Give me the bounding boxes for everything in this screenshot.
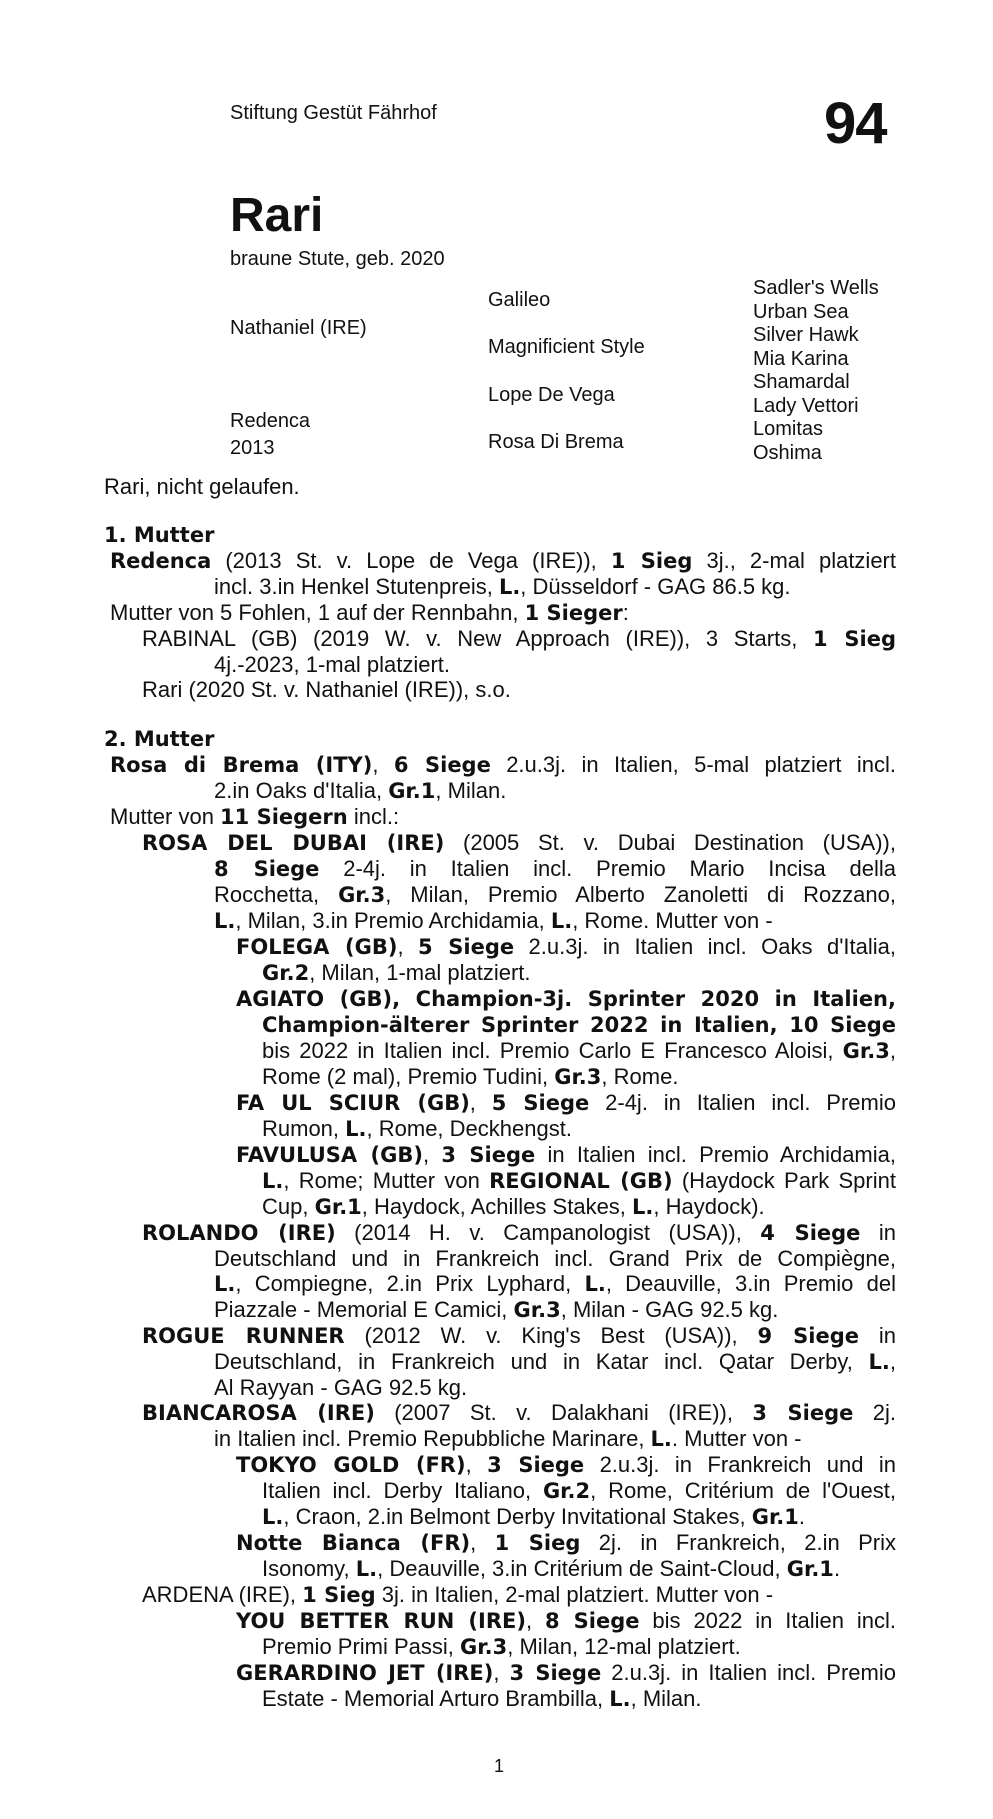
bold-text: L.	[632, 1195, 654, 1219]
text-segment: Mutter von 5 Fohlen, 1 auf der Rennbahn,	[110, 600, 525, 625]
text-line	[104, 626, 896, 652]
bold-text: 5 Siege	[418, 935, 515, 959]
bold-text: Champion-älterer Sprinter 2022 in Italien, 10 Siege	[262, 1013, 896, 1037]
spacer	[104, 702, 896, 726]
bold-text: REGIONAL (GB)	[489, 1169, 673, 1193]
bold-text: Gr.3	[513, 1298, 561, 1322]
pedigree-dam: Redenca	[230, 410, 311, 432]
text-line	[104, 1349, 896, 1375]
text-segment: Mutter von	[110, 804, 221, 829]
text-segment: ,	[397, 934, 419, 959]
text-segment: in Italien incl. Premio Repubbliche Marinare,	[214, 1426, 651, 1451]
text-segment: (2012 W. v. King's Best (USA)),	[344, 1323, 758, 1348]
text-line	[104, 726, 896, 752]
bold-text: ROSA DEL DUBAI (IRE)	[142, 831, 445, 855]
text-segment: in	[859, 1323, 896, 1348]
bold-text: L.	[214, 1272, 236, 1296]
text-line	[104, 1297, 896, 1323]
text-line	[104, 856, 896, 882]
bold-text: 1. Mutter	[104, 523, 215, 547]
text-segment: Al Rayyan - GAG 92.5 kg.	[214, 1375, 468, 1400]
pedigree-sire: Nathaniel (IRE)	[230, 317, 367, 339]
bold-text: ROGUE RUNNER	[142, 1324, 345, 1348]
text-line	[104, 1116, 896, 1142]
text-segment: Rumon,	[262, 1116, 346, 1141]
text-segment: , Milan, 3.in Premio Archidamia,	[235, 908, 551, 933]
text-segment: , Milan, Premio Alberto Zanoletti di Rozzano,	[385, 882, 897, 907]
text-segment: Premio Primi Passi,	[262, 1634, 461, 1659]
bold-text: 1 Sieger	[524, 601, 623, 625]
bold-text: BIANCAROSA (IRE)	[142, 1401, 375, 1425]
text-segment: 2j.	[853, 1400, 896, 1425]
text-segment: 2j. in Frankreich, 2.in Prix	[580, 1530, 896, 1555]
bold-text: Gr.1	[751, 1505, 799, 1529]
text-segment: , Rome. Mutter von -	[572, 908, 773, 933]
bold-text: Gr.2	[262, 961, 310, 985]
text-segment: , Craon, 2.in Belmont Derby Invitational Stakes,	[283, 1504, 752, 1529]
text-segment: Rome (2 mal), Premio Tudini,	[262, 1064, 555, 1089]
bold-text: L.	[262, 1169, 284, 1193]
text-segment: Estate - Memorial Arturo Brambilla,	[262, 1686, 610, 1711]
text-segment: ,	[493, 1660, 510, 1685]
text-segment: 2.u.3j. in Italien incl. Premio	[601, 1660, 896, 1685]
bold-text: L.	[609, 1687, 631, 1711]
text-segment: , Milan, 12-mal platziert.	[507, 1634, 741, 1659]
text-segment: ,	[465, 1452, 488, 1477]
race-record: Rari, nicht gelaufen.	[104, 474, 300, 499]
bold-text: 11 Siegern	[220, 805, 348, 829]
text-line	[104, 522, 896, 548]
text-line	[104, 1634, 896, 1660]
text-line	[104, 1038, 896, 1064]
pedigree-grandparent: Rosa Di Brema	[488, 431, 624, 453]
text-line	[104, 1246, 896, 1271]
bold-text: AGIATO (GB), Champion-3j. Sprinter 2020 in Italien,	[236, 987, 896, 1011]
text-segment: 3j. in Italien, 2-mal platziert. Mutter von -	[375, 1582, 774, 1607]
bold-text: 3 Siege	[752, 1401, 854, 1425]
text-segment: 2.u.3j. in Italien incl. Oaks d'Italia,	[514, 934, 896, 959]
text-segment: , Milan.	[435, 778, 507, 803]
text-segment: , Rome, Deckhengst.	[366, 1116, 572, 1141]
text-line	[104, 1090, 896, 1116]
pedigree-great-grandparent: Mia Karina	[753, 348, 849, 370]
text-segment: ,	[525, 1608, 545, 1633]
bold-text: 3 Siege	[509, 1661, 602, 1685]
bold-text: Redenca	[110, 549, 212, 573]
pedigree-great-grandparent: Oshima	[753, 442, 822, 464]
text-line	[104, 1530, 896, 1556]
bold-text: Notte Bianca (FR)	[236, 1531, 471, 1555]
bold-text: 5 Siege	[491, 1091, 590, 1115]
text-segment: , Rome.	[601, 1064, 679, 1089]
text-segment: ,	[423, 1142, 442, 1167]
text-line	[104, 652, 896, 677]
text-segment: 4j.-2023, 1-mal platziert.	[214, 652, 450, 677]
pedigree-great-grandparent: Lady Vettori	[753, 395, 859, 417]
bold-text: 1 Sieg	[302, 1583, 376, 1607]
text-line	[104, 1582, 896, 1608]
text-segment: (2013 St. v. Lope de Vega (IRE)),	[211, 548, 611, 573]
bold-text: FOLEGA (GB)	[236, 935, 398, 959]
bold-text: L.	[355, 1557, 378, 1581]
bold-text: L.	[868, 1350, 890, 1374]
horse-name: Rari	[230, 189, 324, 242]
text-line	[104, 600, 896, 626]
bold-text: L.	[214, 909, 236, 933]
pedigree-dam-year: 2013	[230, 437, 275, 459]
text-segment: 2.u.3j. in Frankreich und in	[584, 1452, 896, 1477]
text-line	[104, 548, 896, 574]
text-segment: ARDENA (IRE),	[142, 1582, 303, 1607]
bold-text: 6 Siege	[393, 753, 491, 777]
text-segment: Deutschland, in Frankreich und in Katar incl. Qatar Derby,	[214, 1349, 869, 1374]
stud-name: Stiftung Gestüt Fährhof	[230, 102, 437, 124]
bold-text: YOU BETTER RUN (IRE)	[236, 1609, 526, 1633]
text-line	[104, 1400, 896, 1426]
text-line	[104, 1194, 896, 1220]
bold-text: 4 Siege	[760, 1221, 861, 1245]
text-line	[104, 1220, 896, 1246]
text-line	[104, 1142, 896, 1168]
text-segment: Rari (2020 St. v. Nathaniel (IRE)), s.o.	[142, 677, 511, 702]
text-segment: 2.u.3j. in Italien, 5-mal platziert incl.	[490, 752, 896, 777]
text-segment: Piazzale - Memorial E Camici,	[214, 1297, 514, 1322]
catalogue-number: 94	[824, 91, 887, 156]
pedigree-great-grandparent: Silver Hawk	[753, 324, 859, 346]
text-segment: (Haydock Park Sprint	[672, 1168, 896, 1193]
bold-text: 8 Siege	[544, 1609, 640, 1633]
text-segment: ,	[469, 1090, 492, 1115]
text-line	[104, 882, 896, 908]
text-segment: (2007 St. v. Dalakhani (IRE)),	[374, 1400, 753, 1425]
text-segment: . Mutter von -	[671, 1426, 802, 1451]
bold-text: L.	[345, 1117, 367, 1141]
text-line	[104, 1556, 896, 1582]
text-segment: bis 2022 in Italien incl.	[639, 1608, 897, 1633]
text-line	[104, 1504, 896, 1530]
bold-text: 1 Sieg	[610, 549, 693, 573]
bold-text: Rosa di Brema (ITY)	[110, 753, 373, 777]
text-line	[104, 1064, 896, 1090]
bold-text: 3 Siege	[441, 1143, 536, 1167]
text-segment: .	[833, 1556, 841, 1581]
text-segment: , Compiegne, 2.in Prix Lyphard,	[235, 1271, 585, 1296]
bold-text: 1 Sieg	[812, 627, 896, 651]
bold-text: GERARDINO JET (IRE)	[236, 1661, 494, 1685]
bold-text: 8 Siege	[214, 857, 320, 881]
text-segment: ,	[470, 1530, 495, 1555]
text-segment: incl.:	[347, 804, 400, 829]
text-line	[104, 778, 896, 804]
bold-text: L.	[262, 1505, 284, 1529]
text-segment: (2005 St. v. Dubai Destination (USA)),	[444, 830, 896, 855]
text-line	[104, 1012, 896, 1038]
text-line	[104, 1686, 896, 1712]
text-line	[104, 1608, 896, 1634]
text-line	[104, 1426, 896, 1452]
text-line	[104, 1660, 896, 1686]
text-segment: in	[860, 1220, 897, 1245]
bold-text: Gr.2	[542, 1479, 591, 1503]
text-segment: ,	[889, 1038, 896, 1063]
text-line	[104, 804, 896, 830]
text-line	[104, 1452, 896, 1478]
bold-text: 1 Sieg	[494, 1531, 581, 1555]
pedigree-grandparent: Galileo	[488, 289, 551, 311]
bold-text: Gr.1	[388, 779, 436, 803]
text-line	[104, 574, 896, 600]
family-text	[104, 522, 896, 1712]
text-segment: 3j., 2-mal platziert	[692, 548, 896, 573]
text-line	[104, 934, 896, 960]
text-segment: incl. 3.in Henkel Stutenpreis,	[214, 574, 499, 599]
bold-text: Gr.3	[842, 1039, 890, 1063]
bold-text: Gr.1	[314, 1195, 362, 1219]
text-segment: .	[798, 1504, 806, 1529]
text-segment: (2014 H. v. Campanologist (USA)),	[335, 1220, 761, 1245]
pedigree-grandparent: Lope De Vega	[488, 384, 615, 406]
text-line	[104, 1323, 896, 1349]
bold-text: L.	[550, 909, 573, 933]
text-segment: bis 2022 in Italien incl. Premio Carlo E Francesco Aloisi,	[262, 1038, 843, 1063]
text-line	[104, 1168, 896, 1194]
text-line	[104, 1271, 896, 1297]
bold-text: L.	[584, 1272, 606, 1296]
text-segment: ,	[889, 1349, 896, 1374]
text-segment: , Haydock, Achilles Stakes,	[361, 1194, 633, 1219]
bold-text: 9 Siege	[757, 1324, 860, 1348]
text-segment: , Milan, 1-mal platziert.	[309, 960, 531, 985]
text-segment: , Rome, Critérium de l'Ouest,	[590, 1478, 896, 1503]
text-segment: , Haydock).	[653, 1194, 765, 1219]
text-segment: , Deauville, 3.in Premio del	[605, 1271, 896, 1296]
text-line	[104, 986, 896, 1012]
bold-text: Gr.3	[338, 883, 386, 907]
horse-description: braune Stute, geb. 2020	[230, 248, 445, 270]
text-line	[104, 677, 896, 702]
page-number: 1	[494, 1756, 505, 1776]
text-line	[104, 908, 896, 934]
text-segment: Cup,	[262, 1194, 315, 1219]
bold-text: 3 Siege	[487, 1453, 585, 1477]
bold-text: FA UL SCIUR (GB)	[236, 1091, 470, 1115]
pedigree-great-grandparent: Urban Sea	[753, 301, 849, 323]
bold-text: L.	[650, 1427, 672, 1451]
bold-text: ROLANDO (IRE)	[142, 1221, 336, 1245]
text-segment: ,	[372, 752, 394, 777]
text-line	[104, 830, 896, 856]
text-line	[104, 1375, 896, 1400]
bold-text: Gr.3	[554, 1065, 602, 1089]
text-segment: 2-4j. in Italien incl. Premio	[589, 1090, 896, 1115]
text-segment: 2.in Oaks d'Italia,	[214, 778, 389, 803]
bold-text: L.	[498, 575, 521, 599]
text-line	[104, 752, 896, 778]
text-segment: Rocchetta,	[214, 882, 339, 907]
text-line	[104, 1478, 896, 1504]
bold-text: Gr.3	[460, 1635, 508, 1659]
text-segment: , Rome; Mutter von	[283, 1168, 490, 1193]
text-segment: , Deauville, 3.in Critérium de Saint-Cloud,	[377, 1556, 787, 1581]
text-segment: :	[622, 600, 629, 625]
text-line	[104, 960, 896, 986]
bold-text: FAVULUSA (GB)	[236, 1143, 423, 1167]
text-segment: 2-4j. in Italien incl. Premio Mario Incisa della	[319, 856, 897, 881]
pedigree-grandparent: Magnificient Style	[488, 336, 645, 358]
pedigree-great-grandparent: Lomitas	[753, 418, 824, 440]
text-segment: RABINAL (GB) (2019 W. v. New Approach (IRE)), 3 Starts,	[142, 626, 813, 651]
bold-text: Gr.1	[786, 1557, 834, 1581]
text-segment: in Italien incl. Premio Archidamia,	[535, 1142, 896, 1167]
text-segment: , Düsseldorf - GAG 86.5 kg.	[520, 574, 791, 599]
bold-text: TOKYO GOLD (FR)	[236, 1453, 466, 1477]
text-segment: , Milan - GAG 92.5 kg.	[560, 1297, 779, 1322]
pedigree-great-grandparent: Sadler's Wells	[753, 277, 879, 299]
text-segment: Deutschland und in Frankreich incl. Grand Prix de Compiègne,	[214, 1246, 896, 1271]
bold-text: 2. Mutter	[104, 727, 215, 751]
text-segment: , Milan.	[630, 1686, 702, 1711]
text-segment: Italien incl. Derby Italiano,	[262, 1478, 543, 1503]
pedigree-great-grandparent: Shamardal	[753, 371, 850, 393]
text-segment: Isonomy,	[262, 1556, 356, 1581]
